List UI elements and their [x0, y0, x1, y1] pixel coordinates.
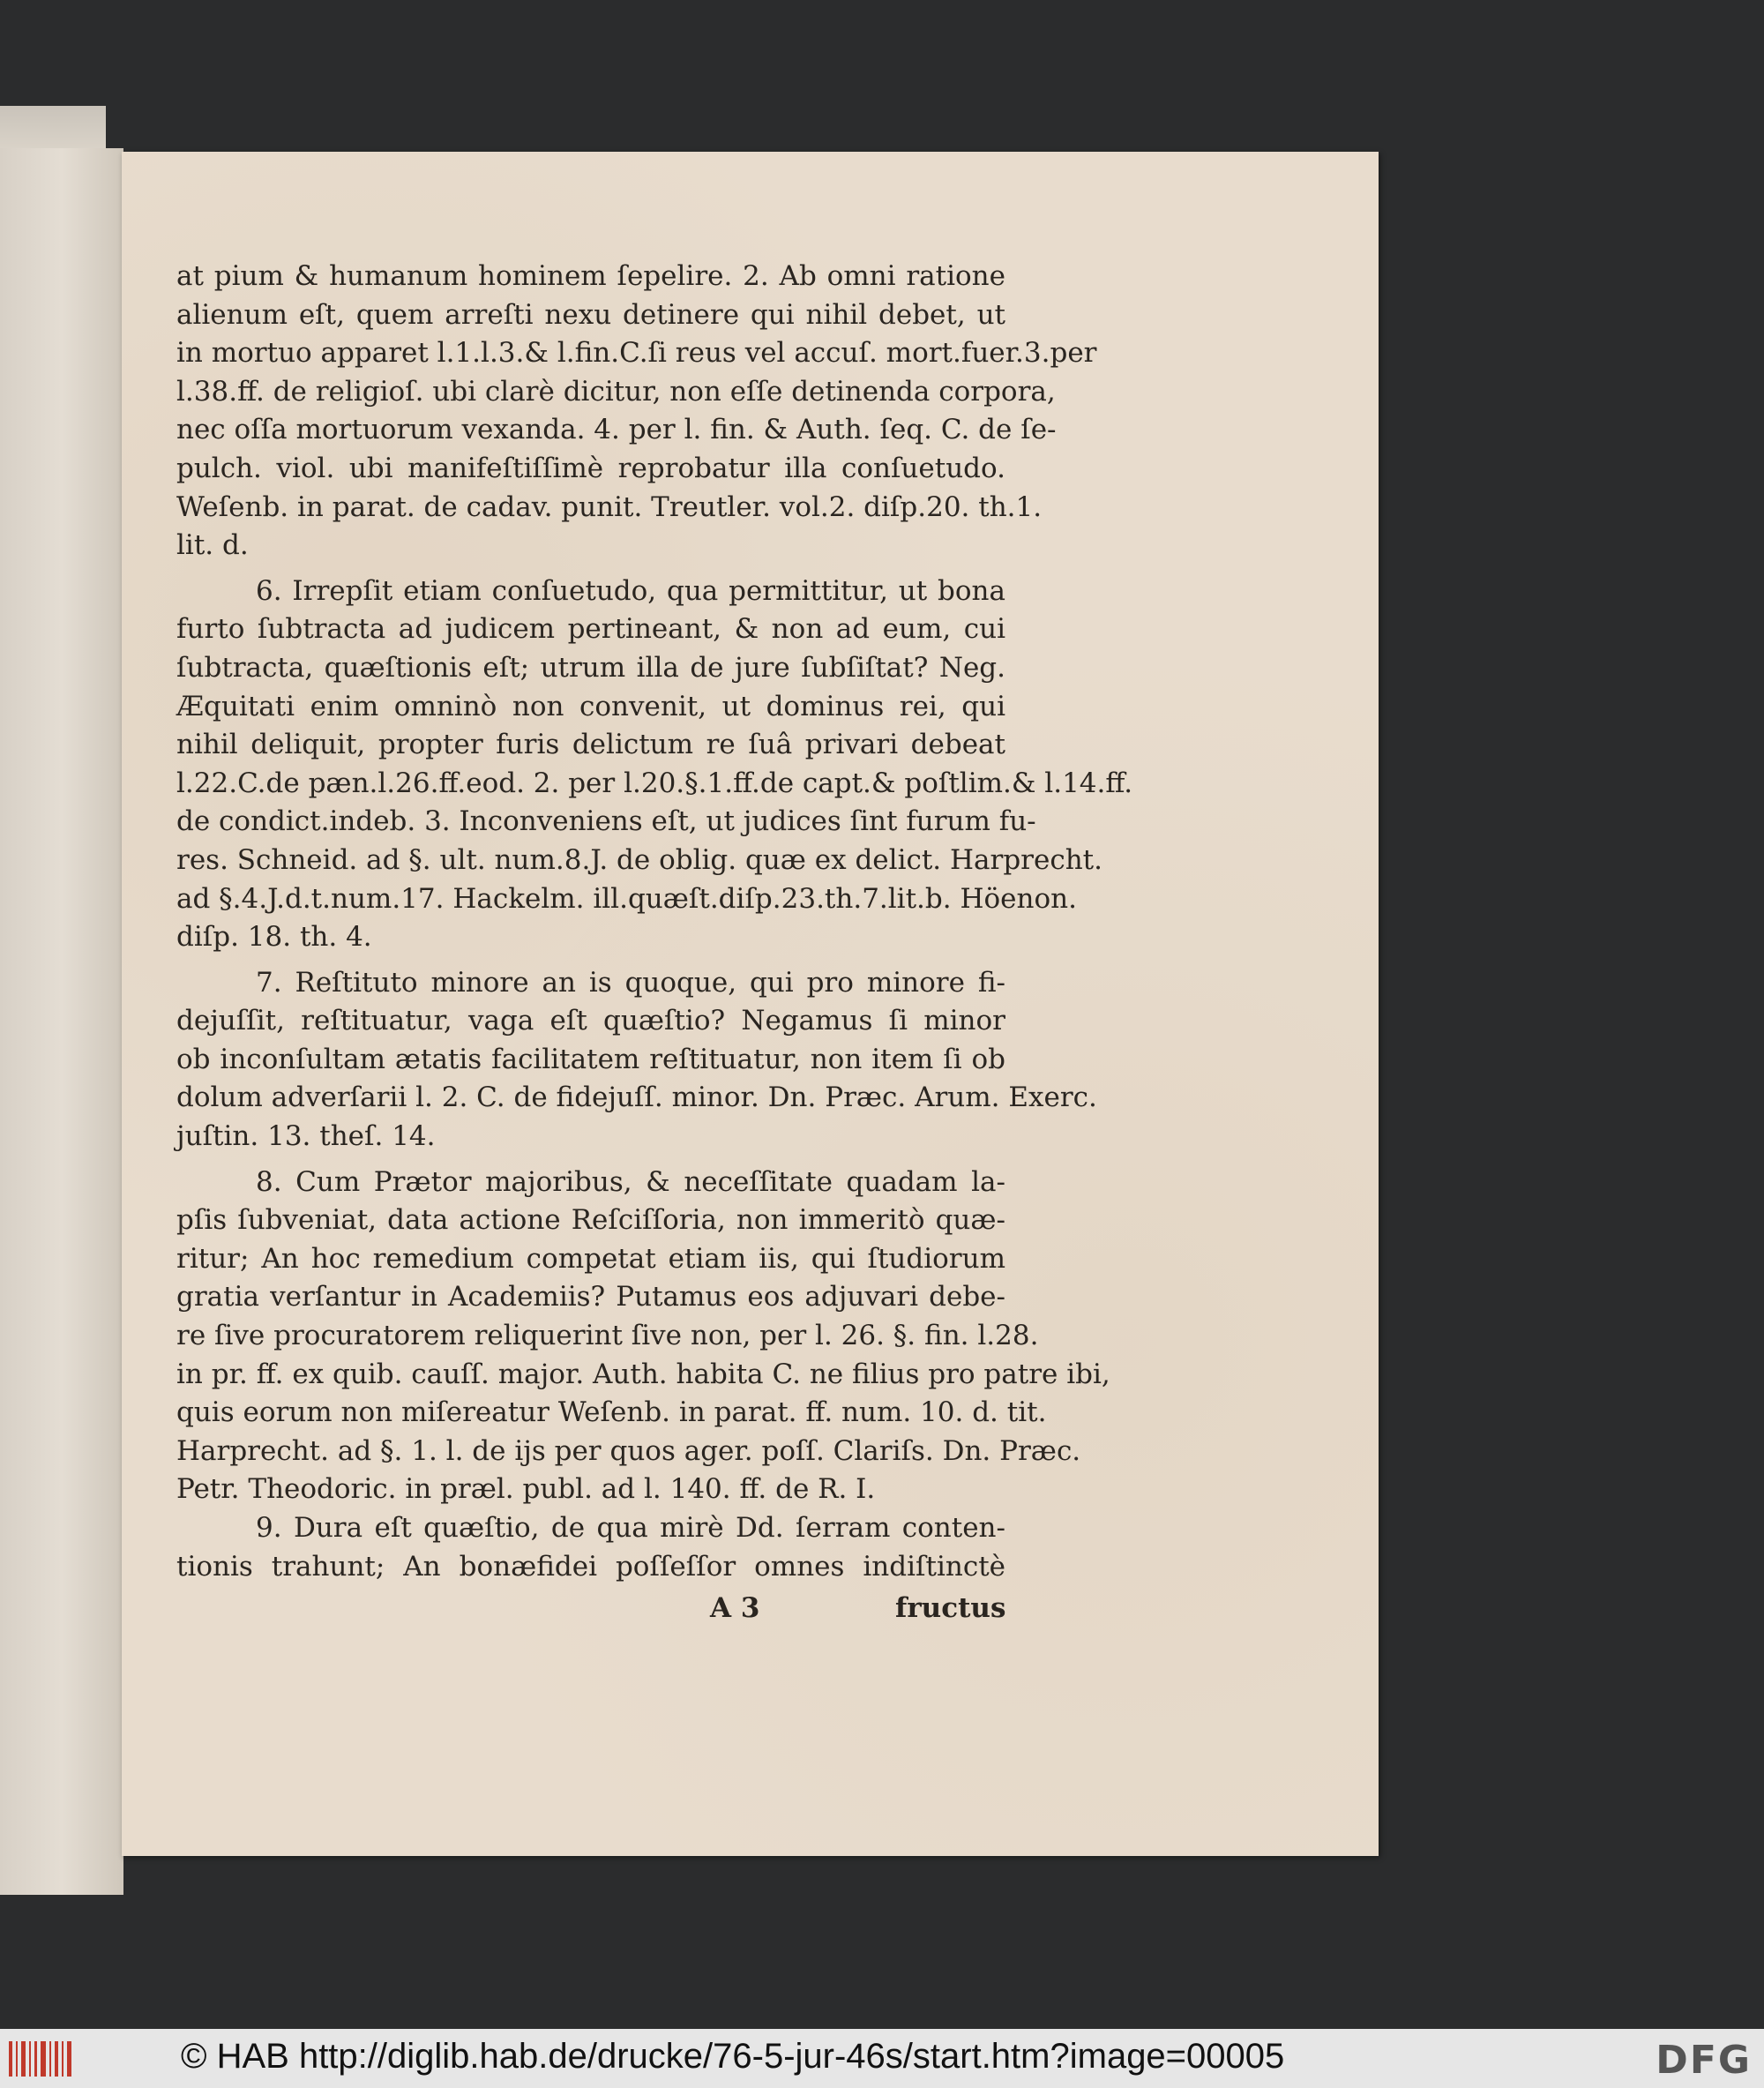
text-line: furto ſubtracta ad judicem pertineant, & non ad eum, cui: [176, 613, 1005, 646]
paragraph-9-start: 9. Dura eſt quæſtio, de qua mirè Dd. ſerram conten-: [256, 1512, 1005, 1544]
text-line: nihil deliquit, propter furis delictum re ſuâ privari debeat: [176, 729, 1005, 761]
text-line: lit. d.: [176, 529, 249, 562]
text-line: pulch. viol. ubi manifeſtiſſimè reprobatur illa conſuetudo.: [176, 452, 1005, 484]
text-line: l.22.C.de pæn.l.26.ff.eod. 2. per l.20.§.1.ff.de capt.& poſtlim.& l.14.ff.: [176, 767, 1133, 799]
footer-bar: [0, 2029, 1764, 2088]
text-line: ob inconſultam ætatis facilitatem reſtituatur, non item ſi ob: [176, 1043, 1005, 1075]
catchword: fructus: [895, 1592, 1006, 1624]
text-line: diſp. 18. th. 4.: [176, 921, 372, 954]
barcode-icon: [7, 2038, 78, 2080]
page-text: [176, 258, 1133, 1586]
text-line: in mortuo apparet l.1.l.3.& l.fin.C.ſi reus vel accuſ. mort.fuer.3.per: [176, 337, 1097, 370]
paragraph-6-start: 6. Irrepſit etiam conſuetudo, qua permittitur, ut bona: [256, 574, 1005, 607]
signature-mark: A 3: [710, 1592, 760, 1624]
text-line: quis eorum non miſereatur Weſenb. in parat. ff. num. 10. d. tit.: [176, 1396, 1047, 1429]
text-line: pſis ſubveniat, data actione Reſciſſoria, non immeritò quæ-: [176, 1204, 1005, 1237]
text-line: ad §.4.J.d.t.num.17. Hackelm. ill.quæſt.diſp.23.th.7.lit.b. Höenon.: [176, 882, 1077, 915]
text-line: in pr. ff. ex quib. cauſſ. major. Auth. habita C. ne filius pro patre ibi,: [176, 1358, 1110, 1390]
text-line: res. Schneid. ad §. ult. num.8.J. de oblig. quæ ex delict. Harprecht.: [176, 843, 1102, 876]
paragraph-8-start: 8. Cum Prætor majoribus, & neceſſitate quadam la-: [256, 1165, 1005, 1198]
dfg-logo: DFG: [1656, 2038, 1752, 2083]
text-line: de condict.indeb. 3. Inconveniens eſt, ut judices ſint furum fu-: [176, 805, 1036, 838]
text-line: juſtin. 13. theſ. 14.: [176, 1120, 436, 1153]
paragraph-7-start: 7. Reſtituto minore an is quoque, qui pro minore fi-: [256, 966, 1005, 999]
text-line: Harprecht. ad §. 1. l. de ijs per quos ager. poſſ. Clariſs. Dn. Præc.: [176, 1434, 1081, 1467]
text-line: Petr. Theodoric. in præl. publ. ad l. 140. ff. de R. I.: [176, 1473, 876, 1506]
facing-page: [0, 148, 123, 1895]
text-line: ſubtracta, quæſtionis eſt; utrum illa de jure ſubſiſtat? Neg.: [176, 651, 1005, 684]
text-line: at pium & humanum hominem ſepelire. 2. Ab omni ratione: [176, 260, 1005, 292]
text-line: dolum adverſarii l. 2. C. de fidejuſſ. minor. Dn. Præc. Arum. Exerc.: [176, 1081, 1097, 1114]
text-line: tionis trahunt; An bonæfidei poſſeſſor omnes indiſtinctè: [176, 1550, 1005, 1583]
text-line: dejuſſit, reſtituatur, vaga eſt quæſtio? Negamus ſi minor: [176, 1005, 1005, 1037]
text-line: gratia verſantur in Academiis? Putamus eos adjuvari debe-: [176, 1281, 1005, 1313]
text-line: alienum eſt, quem arreſti nexu detinere qui nihil debet, ut: [176, 298, 1005, 331]
copyright-url[interactable]: © HAB http://diglib.hab.de/drucke/76-5-jur-46s/start.htm?image=00005: [181, 2037, 1285, 2076]
text-line: Weſenb. in parat. de cadav. punit. Treutler. vol.2. diſp.20. th.1.: [176, 490, 1043, 523]
text-line: ritur; An hoc remedium competat etiam iis, qui ſtudiorum: [176, 1242, 1005, 1275]
text-line: re ſive procuratorem reliquerint ſive non, per l. 26. §. fin. l.28.: [176, 1320, 1039, 1352]
text-line: Æquitati enim omninò non convenit, ut dominus rei, qui: [176, 690, 1005, 722]
text-line: nec oſſa mortuorum vexanda. 4. per l. fin. & Auth. ſeq. C. de ſe-: [176, 414, 1057, 446]
text-line: l.38.ff. de religioſ. ubi clarè dicitur, non eſſe detinenda corpora,: [176, 375, 1056, 408]
